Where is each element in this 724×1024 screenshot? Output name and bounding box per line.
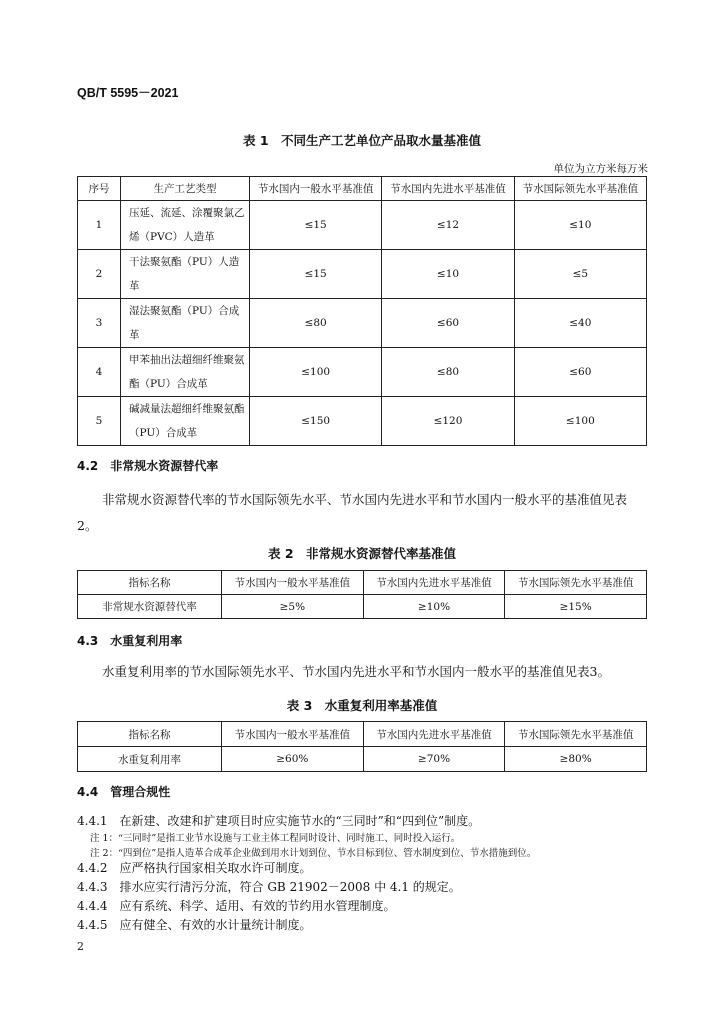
- table2-caption: 表 2 非常规水资源替代率基准值: [267, 546, 457, 561]
- process-type: 甲苯抽出法超细纤维聚氨酯（PU）合成革: [121, 348, 250, 397]
- clause-4-4-2: 4.4.2 应严格执行国家相关取水许可制度。: [77, 861, 312, 875]
- clause-4-4-3: 4.4.3 排水应实行清污分流，符合 GB 21902－2008 中 4.1 的规定。: [77, 880, 461, 894]
- row-number: 5: [78, 397, 121, 446]
- section-4-2-heading: 4.2 非常规水资源替代率: [77, 459, 219, 473]
- row-number: 2: [78, 250, 121, 299]
- section-4-4-heading: 4.4 管理合规性: [77, 785, 171, 799]
- note-1: 注 1：“三同时”是指工业节水设施与工业主体工程同时设计、同时施工、同时投入运行。: [90, 833, 461, 844]
- row-number: 3: [78, 299, 121, 348]
- table-header-cell: 节水国内先进水平基准值: [363, 571, 505, 595]
- leading-value: ≤5: [514, 250, 646, 299]
- table1-header-row: [78, 177, 647, 201]
- process-type: 湿法聚氨酯（PU）合成革: [121, 299, 250, 348]
- table-header-cell: 节水国内一般水平基准值: [250, 177, 382, 201]
- table-header-cell: 节水国内一般水平基准值: [222, 571, 364, 595]
- process-type: 干法聚氨酯（PU）人造革: [121, 250, 250, 299]
- table1: [77, 176, 647, 446]
- advanced-value: ≤120: [382, 397, 514, 446]
- process-type: 碱减量法超细纤维聚氨酯（PU）合成革: [121, 397, 250, 446]
- table-row: [78, 299, 647, 348]
- advanced-value: ≤10: [382, 250, 514, 299]
- table3-caption: 表 3 水重复利用率基准值: [286, 698, 438, 713]
- leading-value: ≤10: [514, 201, 646, 250]
- leading-value: ≥15%: [505, 595, 647, 619]
- clause-4-4-4: 4.4.4 应有系统、科学、适用、有效的节约用水管理制度。: [77, 899, 396, 913]
- page-number: 2: [77, 940, 84, 953]
- table-header-cell: 指标名称: [78, 722, 222, 747]
- table3: [77, 721, 647, 772]
- section-4-2-paragraph: 非常规水资源替代率的节水国际领先水平、节水国内先进水平和节水国内一般水平的基准值见表2。: [77, 492, 628, 533]
- section-4-3-heading: 4.3 水重复利用率: [77, 634, 183, 648]
- section-4-3-paragraph: 水重复利用率的节水国际领先水平、节水国内先进水平和节水国内一般水平的基准值见表3。: [102, 664, 610, 679]
- general-value: ≤15: [250, 201, 382, 250]
- table-header-cell: 节水国际领先水平基准值: [514, 177, 646, 201]
- table-header-cell: 节水国内一般水平基准值: [222, 722, 364, 747]
- general-value: ≤15: [250, 250, 382, 299]
- table1-caption: 表 1 不同生产工艺单位产品取水量基准值: [242, 133, 482, 148]
- standard-number: QB/T 5595－2021: [77, 86, 179, 100]
- table1-unit: 单位为立方米每万米: [553, 163, 648, 175]
- general-value: ≥5%: [222, 595, 364, 619]
- table-row: [78, 595, 647, 619]
- general-value: ≤100: [250, 348, 382, 397]
- clause-4-4-1: 4.4.1 在新建、改建和扩建项目时应实施节水的“三同时”和“四到位”制度。: [77, 814, 481, 828]
- table-row: [78, 397, 647, 446]
- table-row: [78, 348, 647, 397]
- table2-header-row: [78, 571, 647, 595]
- leading-value: ≥80%: [505, 747, 647, 772]
- advanced-value: ≤12: [382, 201, 514, 250]
- general-value: ≤80: [250, 299, 382, 348]
- clause-4-4-5: 4.4.5 应有健全、有效的水计量统计制度。: [77, 918, 312, 932]
- table2: [77, 570, 647, 619]
- row-number: 4: [78, 348, 121, 397]
- general-value: ≥60%: [222, 747, 364, 772]
- general-value: ≤150: [250, 397, 382, 446]
- table-row: [78, 201, 647, 250]
- table-header-cell: 生产工艺类型: [121, 177, 250, 201]
- leading-value: ≤40: [514, 299, 646, 348]
- leading-value: ≤100: [514, 397, 646, 446]
- table-header-cell: 节水国际领先水平基准值: [505, 722, 647, 747]
- advanced-value: ≤60: [382, 299, 514, 348]
- advanced-value: ≥10%: [363, 595, 505, 619]
- table-header-cell: 节水国际领先水平基准值: [505, 571, 647, 595]
- indicator-name: 非常规水资源替代率: [78, 595, 222, 619]
- table-row: [78, 250, 647, 299]
- table3-header-row: [78, 722, 647, 747]
- advanced-value: ≤80: [382, 348, 514, 397]
- table-header-cell: 序号: [78, 177, 121, 201]
- advanced-value: ≥70%: [363, 747, 505, 772]
- table-header-cell: 节水国内先进水平基准值: [382, 177, 514, 201]
- note-2: 注 2：“四到位”是指人造革合成革企业做到用水计划到位、节水目标到位、管水制度到位、节水措施到位。: [90, 848, 537, 859]
- process-type: 压延、流延、涂覆聚氯乙烯（PVC）人造革: [121, 201, 250, 250]
- leading-value: ≤60: [514, 348, 646, 397]
- table-row: [78, 747, 647, 772]
- table-header-cell: 节水国内先进水平基准值: [363, 722, 505, 747]
- row-number: 1: [78, 201, 121, 250]
- indicator-name: 水重复利用率: [78, 747, 222, 772]
- table-header-cell: 指标名称: [78, 571, 222, 595]
